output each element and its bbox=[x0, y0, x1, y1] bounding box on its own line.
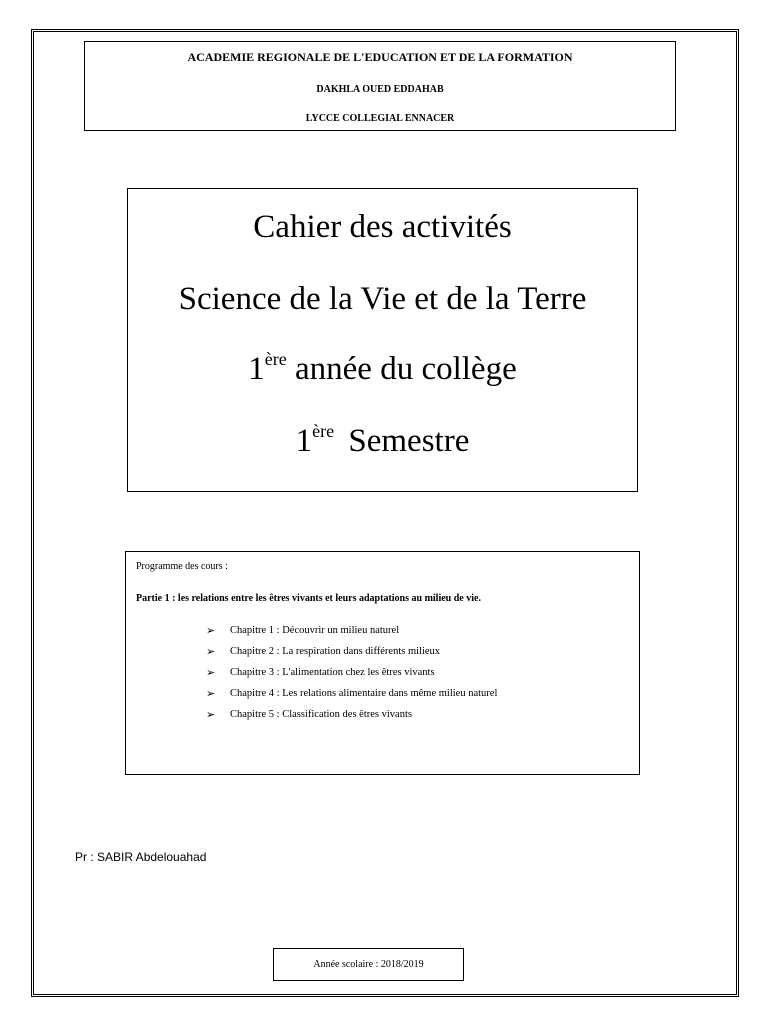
academy-name: ACADEMIE REGIONALE DE L'EDUCATION ET DE LA FORMATION bbox=[187, 50, 573, 64]
chapter-item bbox=[206, 662, 497, 683]
chapter-label: Chapitre 1 : Découvrir un milieu naturel bbox=[230, 625, 400, 636]
title-box bbox=[127, 188, 638, 492]
school-year-box: Année scolaire : 2018/2019 bbox=[273, 948, 464, 981]
arrow-bullet-icon: ➢ bbox=[206, 625, 216, 637]
semester-text: Semestre bbox=[348, 423, 470, 459]
part-heading: Partie 1 : les relations entre les êtres vivants et leurs adaptations au milieu de vie. bbox=[136, 593, 481, 604]
notebook-title: Cahier des activités bbox=[253, 209, 512, 245]
grade-superscript: ère bbox=[264, 349, 287, 369]
arrow-bullet-icon: ➢ bbox=[206, 646, 216, 658]
grade-number: 1 bbox=[248, 351, 265, 387]
program-box bbox=[125, 551, 640, 775]
grade-title bbox=[128, 349, 637, 389]
grade-text: année du collège bbox=[295, 351, 517, 387]
semester-title bbox=[128, 421, 637, 461]
semester-superscript: ère bbox=[312, 421, 335, 441]
program-title: Programme des cours : bbox=[136, 561, 228, 572]
chapter-item bbox=[206, 620, 497, 641]
school-name: LYCCE COLLEGIAL ENNACER bbox=[305, 113, 455, 124]
semester-number: 1 bbox=[295, 423, 313, 459]
header-box bbox=[84, 41, 676, 131]
arrow-bullet-icon: ➢ bbox=[206, 688, 216, 700]
chapter-item bbox=[206, 641, 497, 662]
chapter-list bbox=[206, 620, 497, 725]
subject-title: Science de la Vie et de la Terre bbox=[178, 281, 587, 317]
chapter-label: Chapitre 5 : Classification des êtres vivants bbox=[230, 709, 412, 720]
author-name: Pr : SABIR Abdelouahad bbox=[75, 850, 207, 864]
chapter-item bbox=[206, 683, 497, 704]
arrow-bullet-icon: ➢ bbox=[206, 709, 216, 721]
chapter-label: Chapitre 3 : L'alimentation chez les êtres vivants bbox=[230, 667, 435, 678]
chapter-label: Chapitre 2 : La respiration dans différents milieux bbox=[230, 646, 441, 657]
arrow-bullet-icon: ➢ bbox=[206, 667, 216, 679]
region-name: DAKHLA OUED EDDAHAB bbox=[316, 84, 444, 95]
chapter-label: Chapitre 4 : Les relations alimentaire dans même milieu naturel bbox=[230, 688, 498, 699]
chapter-item bbox=[206, 704, 497, 725]
